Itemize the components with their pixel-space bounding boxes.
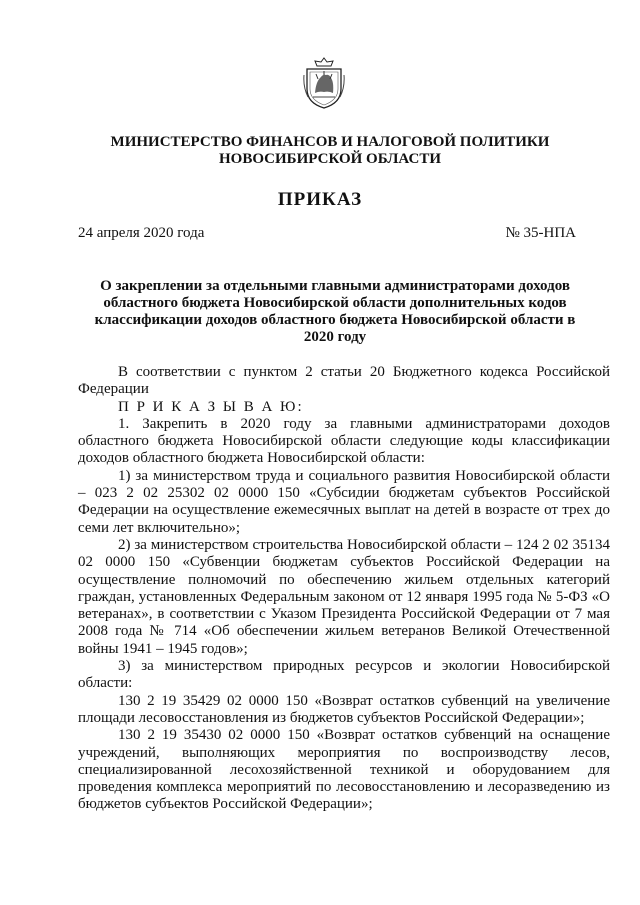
document-body xyxy=(78,364,610,814)
coat-of-arms-emblem xyxy=(303,57,345,109)
item-1-2-paragraph: 2) за министерством строительства Новосибирской области – 124 2 02 35134 02 0000 150 «Субвенции бюджетам субъектов Российской Федерации на осуществление полномочий по обеспечению жильем отдельных категорий граждан, установленных Федеральным законом от 12 января 1995 года № 5-ФЗ «О ветеранах», в соответствии с Указом Президента Российской Федерации от 7 мая 2008 года № 714 «Об обеспечении жильем ветеранов Великой Отечественной войны 1941 – 1945 годов»; xyxy=(78,536,610,657)
document-subject: О закреплении за отдельными главными администраторами доходов областного бюджета Новосибирской области дополнительных кодов классификации доходов областного бюджета Новосибирской области в 2020 году xyxy=(94,278,576,345)
command-paragraph: П Р И К А З Ы В А Ю: xyxy=(118,398,304,415)
code-2-paragraph: 130 2 19 35430 02 0000 150 «Возврат остатков субвенций на оснащение учреждений, выполняющих мероприятия по воспроизводству лесов, специализированной лесохозяйственной техникой и оборудованием для проведения комплекса мероприятий по лесовосстановлению и лесоразведению из бюджетов субъектов Российской Федерации»; xyxy=(78,727,610,813)
item-1-1-paragraph: 1) за министерством труда и социального развития Новосибирской области – 023 2 02 25302 02 0000 150 «Субсидии бюджетам субъектов Российской Федерации на осуществление ежемесячных выплат на детей в возрасте от трех до семи лет включительно»; xyxy=(78,467,610,536)
ministry-name-line1: МИНИСТЕРСТВО ФИНАНСОВ И НАЛОГОВОЙ ПОЛИТИКИ xyxy=(110,134,550,150)
document-number: № 35-НПА xyxy=(505,225,576,241)
document-type-title: ПРИКАЗ xyxy=(277,189,363,210)
item-1-paragraph: 1. Закрепить в 2020 году за главными администраторами доходов областного бюджета Новосибирской области следующие коды классификации доходов областного бюджета Новосибирской области: xyxy=(78,415,610,467)
ministry-name xyxy=(60,134,600,168)
code-1-paragraph: 130 2 19 35429 02 0000 150 «Возврат остатков субвенций на увеличение площади лесовосстановления из бюджетов субъектов Российской Федерации»; xyxy=(78,692,610,726)
preamble-paragraph: В соответствии с пунктом 2 статьи 20 Бюджетного кодекса Российской Федерации xyxy=(78,364,610,398)
ministry-name-line2: НОВОСИБИРСКОЙ ОБЛАСТИ xyxy=(218,151,442,167)
document-date: 24 апреля 2020 года xyxy=(78,225,205,241)
item-1-3-paragraph: 3) за министерством природных ресурсов и экологии Новосибирской области: xyxy=(78,658,610,692)
